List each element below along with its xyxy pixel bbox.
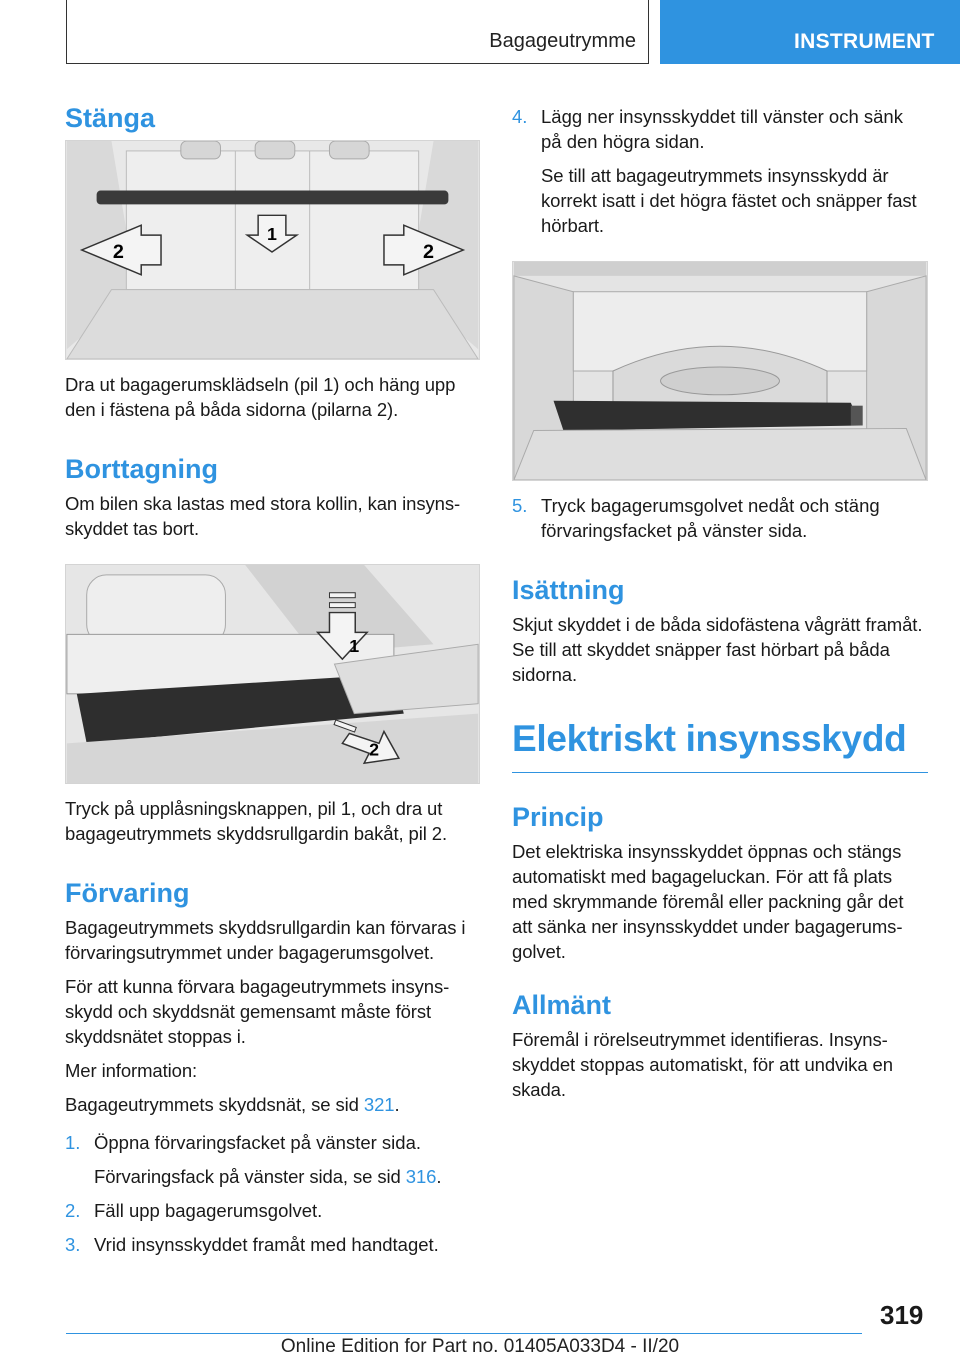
step-5 — [512, 493, 928, 543]
header-section-title: Bagageutrymme — [489, 30, 636, 52]
figure-label-1: 1 — [349, 636, 360, 657]
figure-closing-cover — [65, 140, 480, 360]
footer-edition: Online Edition for Part no. 01405A033D4 - II/20 — [280, 1336, 680, 1357]
step-3 — [65, 1232, 480, 1257]
figure-label-1: 1 — [267, 224, 277, 245]
step-4-note: Se till att bagageutrymmets insynsskydd är korrekt isatt i det högra fästet och snäpper fast hörbart. — [541, 165, 917, 236]
step-number: 5. — [512, 495, 528, 516]
figure-label-2-left: 2 — [112, 240, 124, 263]
footer-divider — [66, 1333, 862, 1334]
section-title-allmant: Allmänt — [512, 990, 612, 1020]
forvaring-p1: Bagageutrymmets skyddsrullgardin kan förvaras i förvaringsutrymmet under bagagerumsgolvet. — [65, 917, 466, 963]
figure-storage-compartment — [512, 261, 928, 481]
illustration-cover-storage — [513, 262, 927, 480]
section-title-forvaring: Förvaring — [65, 878, 190, 908]
section-title-stanga: Stänga — [65, 103, 156, 133]
section-title-isattning: Isättning — [512, 575, 625, 605]
step-number: 3. — [65, 1234, 81, 1255]
page-number: 319 — [880, 1300, 924, 1330]
forvaring-p3: Mer information: — [65, 1060, 198, 1081]
section-title-borttagning: Borttagning — [65, 454, 218, 484]
step-1 — [65, 1130, 480, 1155]
step-text: Fäll upp bagagerumsgolvet. — [94, 1200, 323, 1221]
step-number: 2. — [65, 1200, 81, 1221]
illustration-cargo-cover-closing — [66, 141, 479, 359]
princip-text: Det elektriska insynsskyddet öppnas och stängs automatiskt med bagageluckan. För att få plats med skrymmande föremål eller packning går det att sänka ner insynsskyddet under bagagerums-golvet. — [512, 841, 904, 962]
step-text: Öppna förvaringsfacket på vänster sida. — [94, 1132, 422, 1153]
right-column — [512, 104, 928, 1111]
page-link-321[interactable]: 321 — [363, 1094, 395, 1115]
forvaring-reference: Bagageutrymmets skyddsnät, se sid 321. — [65, 1094, 400, 1115]
step-2 — [65, 1198, 480, 1223]
illustration-cargo-cover-release — [66, 565, 479, 783]
left-column — [65, 100, 480, 1266]
step-4 — [512, 104, 928, 154]
step-number: 1. — [65, 1132, 81, 1153]
forvaring-p2: För att kunna förvara bagageutrymmets insyns-skydd och skyddsnät gemensamt måste först skyddsnätet stoppas i. — [65, 976, 450, 1047]
borttagning-instruction: Tryck på upplåsningsknappen, pil 1, och dra ut bagageutrymmets skyddsrullgardin bakåt, pil 2. — [65, 798, 448, 844]
figure-release-cover — [65, 564, 480, 784]
figure-label-2: 2 — [369, 739, 380, 760]
page-link-316[interactable]: 316 — [405, 1166, 437, 1187]
figure-label-2-right: 2 — [423, 240, 435, 263]
stanga-text: Dra ut bagagerumsklädseln (pil 1) och häng upp den i fästena på båda sidorna (pilarna 2). — [65, 374, 456, 420]
step-text: Vrid insynsskyddet framåt med handtaget. — [94, 1234, 439, 1255]
allmant-text: Föremål i rörelseutrymmet identifieras. Insyns-skyddet stoppas automatiskt, för att undvika en skada. — [512, 1029, 893, 1100]
step-number: 4. — [512, 106, 528, 127]
step-text: Lägg ner insynsskyddet till vänster och sänk på den högra sidan. — [541, 106, 903, 152]
chapter-title-elektriskt-insynsskydd: Elektriskt insynsskydd — [512, 716, 928, 773]
step-1-reference: Förvaringsfack på vänster sida, se sid 316. — [94, 1166, 442, 1187]
step-text: Tryck bagagerumsgolvet nedåt och stäng förvaringsfacket på vänster sida. — [541, 495, 880, 541]
chapter-tab[interactable]: INSTRUMENT — [660, 0, 960, 64]
section-title-princip: Princip — [512, 802, 604, 832]
isattning-text: Skjut skyddet i de båda sidofästena vågrätt framåt. Se till att skyddet snäpper fast hörbart på båda sidorna. — [512, 614, 923, 685]
borttagning-text: Om bilen ska lastas med stora kollin, kan insyns-skyddet tas bort. — [65, 493, 461, 539]
